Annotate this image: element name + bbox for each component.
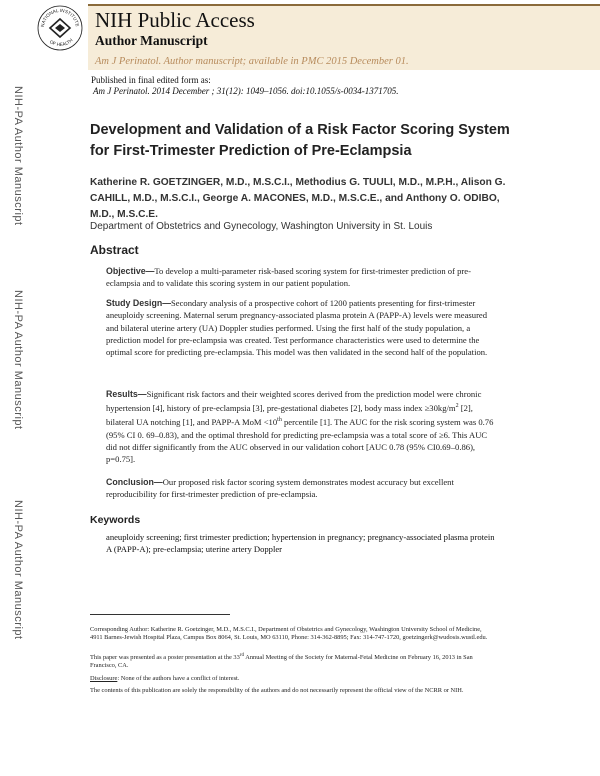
- abstract-conclusion: [106, 476, 496, 501]
- footnote-divider: [90, 614, 230, 615]
- banner-title: NIH Public Access: [95, 8, 255, 32]
- side-label-2: NIH-PA Author Manuscript: [12, 290, 24, 430]
- objective-label: Objective—: [106, 266, 155, 276]
- published-in: Published in final edited form as:: [91, 75, 211, 85]
- footnote-disclosure: [90, 675, 490, 683]
- footnote-correspondence: Corresponding Author: Katherine R. Goetzinger, M.D., M.S.C.I., Department of Obstetrics and Gynecology, Washington University School of Medicine, 4911 Barnes-Jewish Hospital Plaza, Campus Box 8064, St. Louis, MO 63110, Phone: 314-362-8895; Fax: 314-747-1720, goetzingerk@wudosis.wustl.edu.: [90, 626, 488, 642]
- results-text-b: [2], bilateral UA notching [1], and PAPP-A MoM <10: [106, 403, 473, 428]
- abstract-study-design: [106, 297, 496, 358]
- objective-text: To develop a multi-parameter risk-based scoring system for first-trimester prediction of pre-eclampsia and to validate this scoring system in our patient population.: [106, 266, 471, 289]
- svg-text:OF HEALTH: OF HEALTH: [48, 37, 74, 48]
- results-sup-1: 2: [455, 403, 459, 410]
- abstract-results: [106, 388, 496, 466]
- keywords-text: aneuploidy screening; first trimester prediction; hypertension in pregnancy; pregnancy-associated plasma protein A (PAPP-A); pre-eclampsia; uterine artery Doppler: [106, 532, 495, 554]
- svg-text:NATIONAL INSTITUTES: NATIONAL INSTITUTE: [39, 7, 80, 28]
- banner-subtitle: Author Manuscript: [95, 33, 208, 48]
- design-text: Secondary analysis of a prospective cohort of 1200 patients presenting for first-trimester aneuploidy screening. Maternal serum pregnancy-associated plasma protein A (PAPP-A) levels were measured and bilateral uterine artery (UA) Doppler studies performed. Using the first half of the study population, a prediction model for pre-eclampsia was created. Test performance characteristics were used to determine the optimal score for predicting pre-eclampsia. This model was then validated in the second half of the population.: [106, 298, 488, 358]
- disclosure-label: Disclosure: [90, 675, 118, 682]
- side-label-3: NIH-PA Author Manuscript: [12, 500, 24, 640]
- results-text-a: Significant risk factors and their weighted scores derived from the prediction model were chronic hypertension [4], history of pre-eclampsia [3], pre-gestational diabetes [2], body mass index ≥30kg/m: [106, 389, 482, 414]
- design-label: Study Design—: [106, 298, 172, 308]
- results-sup-2: th: [277, 417, 282, 424]
- article-title: Development and Validation of a Risk Factor Scoring System for First-Trimester Prediction of Pre-Eclampsia: [90, 122, 510, 159]
- results-label: Results—: [106, 389, 147, 399]
- results-text-c: percentile [1]. The AUC for the risk scoring system was 0.76 (95% CI 0. 69–0.83), and the optimal threshold for predicting pre-eclampsia was a total score of ≥6. This AUC did not differ significantly from the AUC observed in our validation cohort [AUC 0.78 (95% CI0.69–0.86), p=0.75].: [106, 417, 494, 465]
- banner-citation: Am J Perinatol. Author manuscript; available in PMC 2015 December 01.: [95, 56, 409, 67]
- abstract-objective: [106, 265, 496, 290]
- author-list: Katherine R. GOETZINGER, M.D., M.S.C.I., Methodius G. TUULI, M.D., M.P.H., Alison G. CAHILL, M.D., M.S.C.I., George A. MACONES, M.D., M.S.C.E., and Anthony O. ODIBO, M.D., M.S.C.E.: [90, 177, 506, 220]
- journal-citation: Am J Perinatol. 2014 December ; 31(12): 1049–1056. doi:10.1055/s-0034-1371705.: [93, 86, 399, 96]
- affiliation: Department of Obstetrics and Gynecology, Washington University in St. Louis: [90, 221, 433, 232]
- presented-text-b: Annual Meeting of the Society for Maternal-Fetal Medicine on February 16, 2013 in San Francisco, CA.: [90, 654, 473, 670]
- nih-logo: [36, 4, 84, 52]
- keywords-heading: Keywords: [90, 514, 141, 526]
- disclosure-text: : None of the authors have a conflict of interest.: [117, 675, 240, 682]
- presented-sup: rd: [239, 653, 244, 658]
- conclusion-label: Conclusion—: [106, 477, 163, 487]
- footnote-presentation: [90, 652, 490, 671]
- abstract-heading: Abstract: [90, 243, 139, 257]
- conclusion-text: Our proposed risk factor scoring system demonstrates modest accuracy but excellent reproducibility for first-trimester prediction of pre-eclampsia.: [106, 477, 454, 500]
- footnote-responsibility: The contents of this publication are solely the responsibility of the authors and do not necessarily represent the official view of the NCRR or NIH.: [90, 687, 464, 694]
- presented-text-a: This paper was presented as a poster presentation at the 33: [90, 654, 240, 662]
- side-label-1: NIH-PA Author Manuscript: [12, 86, 24, 226]
